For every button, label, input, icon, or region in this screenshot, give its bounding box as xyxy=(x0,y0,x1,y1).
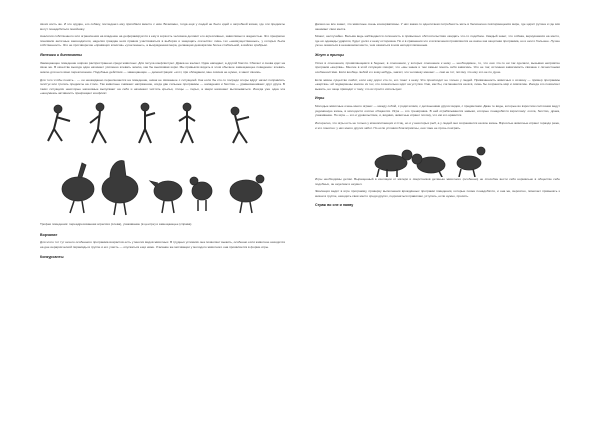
figure-bird-4 xyxy=(190,177,212,211)
left-heading-3: Конкурсанты xyxy=(40,254,64,259)
figure-animal-2 xyxy=(412,154,445,177)
figure-bird-1 xyxy=(62,163,94,213)
right-heading-3: Страж во сне и наяву xyxy=(315,203,354,208)
figure-person-5 xyxy=(231,107,249,143)
left-paragraph-3: Замещающее поведение широко распространено среди животных. Для петуха конфликтуют. Драка не желает. Один нападает, а другой боится. Сбегает и снова идет на свою же. В качестве выхода один начинает усиленно клевать землю, как бы выискивая корм. Мы привыкли видеть в этом обычное замещающее поведение: клевать землю для него явно переключение. Подобные действия — замещающие — демонстрация: «этот, при обладании, мне совсем не нужно, я занят своим». xyxy=(40,60,285,74)
play-illustration xyxy=(315,133,560,177)
right-paragraph-2: Может, неслучайно. Весьма ведь наблюдается склонность в привычных обстоятельствах ожидать что-то подобное. Каждый знает, что собака, вернувшаяся на место, где её однажды ударили, будет долго к нему осторожна. Но и в сравнении это и исключения проявляются не иначе как защитная программа, но и нечто большее. Лучше уж не оказаться в незнакомом месте, чем оказаться в нём неподготовленным. xyxy=(315,34,560,48)
right-paragraph-7: Игры необходимы детям. Выращенный в изоляции от матери и сверстников детёныш животного (особенно) не способен вести себя нормально в обществе себе подобных, он неуклюж и неумел. xyxy=(315,177,560,186)
left-heading-1: Ягнешки и дипломаты xyxy=(40,52,83,57)
figure-animal-3 xyxy=(457,147,485,177)
left-paragraph-4: Для того чтобы понять... — он неожиданно переключается на поведение, никак не связанное с ситуацией. Как если бы кто-то посреди ссоры вдруг начал поправлять галстук или трогать предметы на столе. Так животные снимают напряжение, когда две сильные программы — нападения и бегства — уравновешивают друг друга. В таких ситуациях некоторые насекомые выпускают на себя и начинают чистить крылья, птицы — перья, а звери начинают вылизываться. Иногда уже одна эта «ненужная» активность прекращает конфликт. xyxy=(40,77,285,96)
right-paragraph-6: Интересно, что игры есть не только у млекопитающих и птиц, но и у некоторых рыб, а у людей они сохраняются на всю жизнь. Взрослые животные играют гораздо реже, и это понятно: у них много других забот. Но если условия благоприятны, они тоже не прочь поиграть. xyxy=(315,120,560,130)
figure-person-4 xyxy=(179,103,195,143)
play-figure xyxy=(315,133,560,177)
right-paragraph-4: Если живое существо любит, если ему дорог кто-то, его тянет к нему. Это происходит не только у людей. Привязанность животных к хозяину — пример программы «жертва»: ей подвержены многие из тех, кто сознательно идёт на уступки. Они, как бы, соглашаются на всё, лишь бы сохранить мир и симпатию. Иногда это позволяет выжить, но чаще приводит к тому, что их просто используют. xyxy=(315,77,560,91)
left-page xyxy=(40,22,285,262)
right-paragraph-5: Молодые животные очень много играют — между собой, с родителями, с детёнышами других видов, с предметами. Даже те виды, которые во взрослом состоянии ведут уединённую жизнь, в молодости охотно общаются. Игра — это тренировка. В ней отрабатываются навыки, которые понадобятся взрослому: охота, бегство, драка, ухаживание. Но игра — это и удовольствие, и, видимо, животные играют потому, что им это нравится. xyxy=(315,104,560,118)
left-paragraph-2: Аналогия собственного или ограничения на владение на дефорамируется к ему в зоркость человека деловит его агрессивных, зависливых и жадностью. Это прекрасно понимали античные законодатели, наделяя граждан неся правом участвоваться в выборах и защищать отечество: лишь тех «неимущественных», у которых была собственность. Это не противоречие «правящих классов» «угнетенных», а вынужденная мера, делающая демократию более стабильной, а войско храбрым. xyxy=(40,34,285,48)
behavior-figure xyxy=(40,99,285,219)
right-paragraph-3: Успех в отношении, проявляющемся в бедных, в отношении, у которых отношение к нему — необходимое, то, что они что-то ни так сделали, вызывая неприятие программ «жертва». Многие в этой ситуации говорят, что «мы знаем и тем самым понять себя зависим». Это не так; истинная зависимость связана с личностными особенностями. Если вообще любой и к кому-нибудь, значит, это человеку мешает — сам не тот, потому что ему это не по душе. xyxy=(315,60,560,74)
figure-bird-5 xyxy=(230,175,264,213)
figure-person-3 xyxy=(139,103,155,143)
figure-caption: Трофеи поведения: переадресованная агрессия (слева), ухаживание (в центре) и замещающее (справа) xyxy=(40,221,192,226)
right-paragraph-1: Далеко не все знают, что животные очень консервативны. У них какая-то идентичная потребность жить в бесконечно повторяющемся мире, где царит рутина и где всё занимает свои места. xyxy=(315,22,560,31)
right-heading-2: Игры xyxy=(315,96,325,101)
left-paragraph-5: Для этого тот тут нечего особенного программа возрастов есть у многих видов животных. В трудных условиях она позволяет выжить, особенно если животное находится на дне иерархической пирамиды в группе и его участь — опускаться ещё ниже. Угасание же мотивации у молодого животного она проявляется в форме игры. xyxy=(40,240,285,249)
right-page xyxy=(315,22,560,211)
figure-bird-3 xyxy=(150,181,182,213)
figure-bird-2 xyxy=(102,161,138,215)
figure-person-1 xyxy=(48,105,70,141)
left-heading-2: Ворчание xyxy=(40,232,58,237)
figure-animal-1 xyxy=(375,150,412,177)
right-heading-1: Жнут и принцы xyxy=(315,52,345,57)
left-paragraph-1: своих кость же. И это орудие, его собаку, последнего ему пригибали вместе с ним. Возможно, тогда ещё у людей не было идей о загробной жизни, где эти предметы могут понадобиться покойнику. xyxy=(40,22,285,31)
behavior-illustration xyxy=(40,99,285,219)
figure-person-2 xyxy=(90,103,106,143)
right-paragraph-8: Эволюция ведёт в игре программу, проверку выполнения врождённых программ поведения, которые позже понадобятся, и она же, вероятно, помогает привыкать к жизни в группе, находить своё место среди других, подчиняться правилам, уступать, если нужно, просить. xyxy=(315,189,560,198)
